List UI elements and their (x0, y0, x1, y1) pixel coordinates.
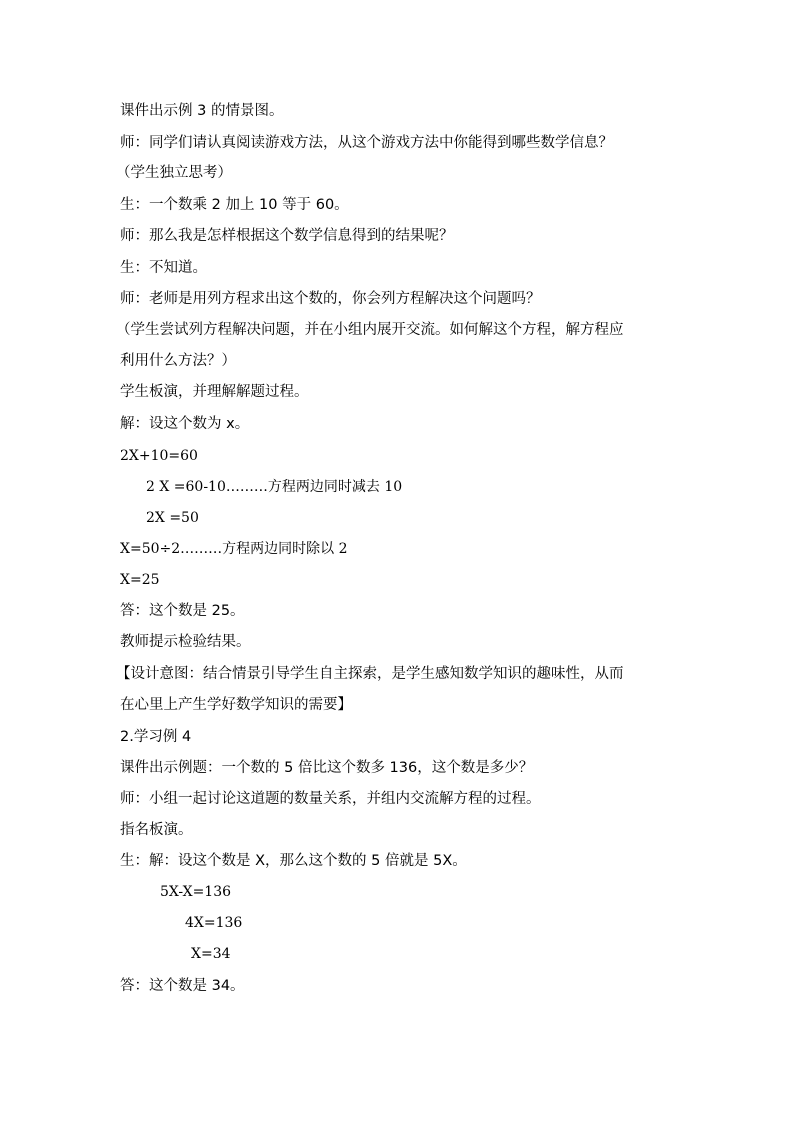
design-intent-line: 在心里上产生学好数学知识的需要】 (120, 697, 352, 713)
text-line: 课件出示例题：一个数的 5 倍比这个数多 136，这个数是多少？ (120, 760, 534, 776)
section-heading: 2.学习例 4 (120, 729, 192, 745)
text-line: 生：一个数乘 2 加上 10 等于 60。 (120, 197, 349, 213)
text-line: 课件出示例 3 的情景图。 (120, 103, 284, 119)
text-line: 教师提示检验结果。 (120, 634, 251, 650)
text-line: 学生板演，并理解解题过程。 (120, 384, 309, 400)
text-line: 生：不知道。 (120, 260, 207, 276)
equation-line: 4X=136 (185, 915, 243, 931)
design-intent-line: 【设计意图：结合情景引导学生自主探索，是学生感知数学知识的趣味性，从而 (116, 666, 624, 682)
equation-line: 2X =50 (146, 510, 199, 526)
text-line: 师：那么我是怎样根据这个数学信息得到的结果呢？ (120, 228, 454, 244)
equation-line: 2X+10=60 (120, 448, 198, 464)
text-line: 师：老师是用列方程求出这个数的，你会列方程解决这个问题吗？ (120, 291, 541, 307)
text-line: 指名板演。 (120, 822, 193, 838)
text-line: （学生尝试列方程解决问题，并在小组内展开交流。如何解这个方程，解方程应 (116, 322, 624, 338)
text-line: 答：这个数是 25。 (120, 603, 245, 619)
text-line: 解：设这个数为 x。 (120, 416, 250, 432)
text-line: 师：小组一起讨论这道题的数量关系，并组内交流解方程的过程。 (120, 791, 541, 807)
equation-line: 5X-X=136 (160, 884, 232, 900)
equation-line: X=25 (120, 572, 160, 588)
equation-line: 2 X =60-10………方程两边同时减去 10 (146, 479, 403, 495)
text-line: （学生独立思考） (116, 165, 232, 181)
text-line: 生：解：设这个数是 X，那么这个数的 5 倍就是 5X。 (120, 853, 467, 869)
text-line: 利用什么方法？） (120, 353, 236, 369)
text-line: 师：同学们请认真阅读游戏方法，从这个游戏方法中你能得到哪些数学信息？ (120, 135, 613, 151)
equation-line: X=50÷2………方程两边同时除以 2 (120, 541, 348, 557)
text-line: 答：这个数是 34。 (120, 978, 245, 994)
equation-line: X=34 (191, 946, 231, 962)
